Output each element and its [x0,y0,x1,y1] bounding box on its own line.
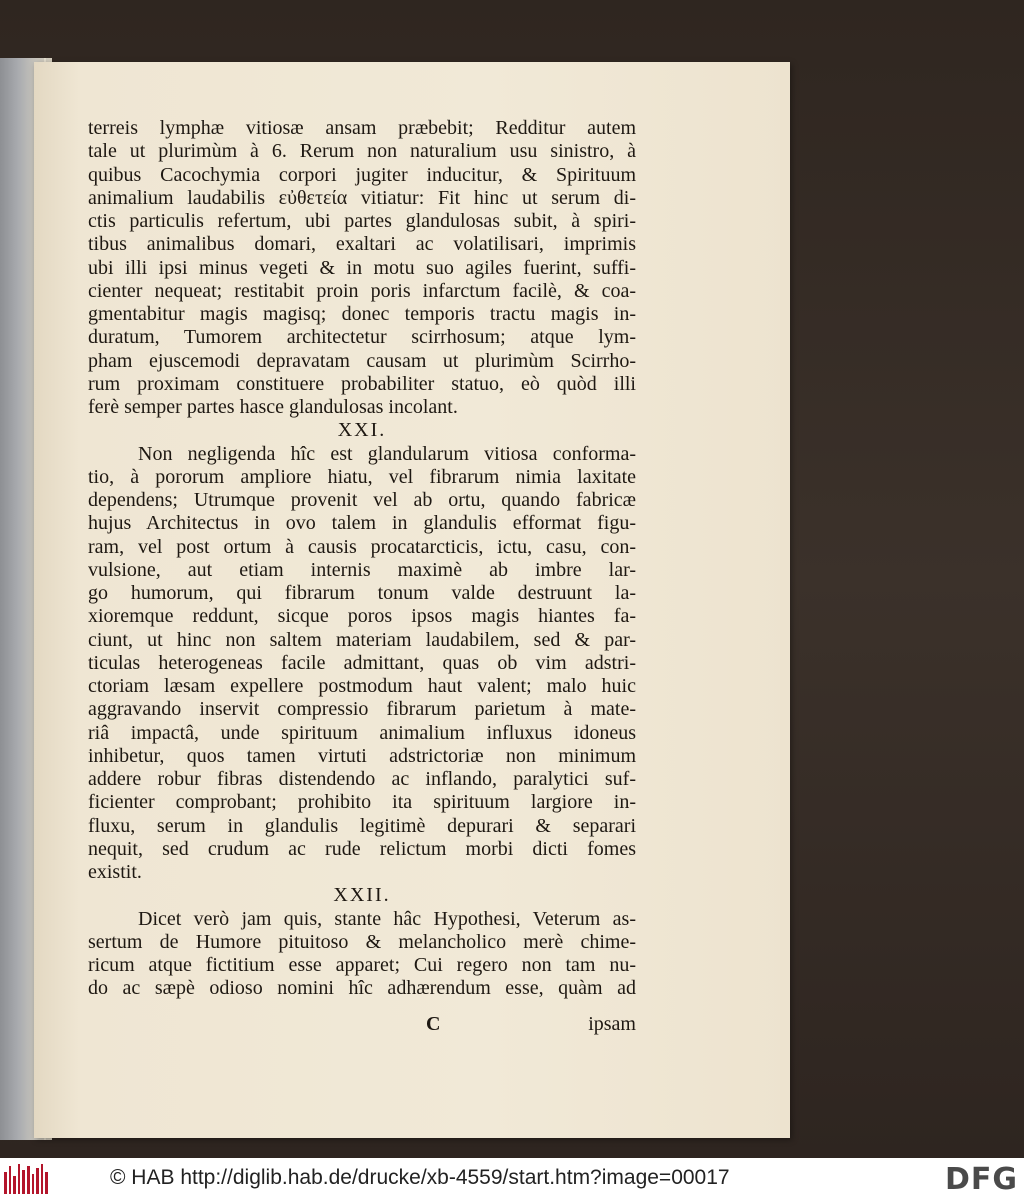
text-line: ticulas heterogeneas facile admittant, quas ob vim adstri- [88,651,636,674]
text-line: ctis particulis refertum, ubi partes glandulosas subit, à spiri- [88,210,636,232]
text-line: ram, vel post ortum à causis procatarcticis, ictu, casu, con- [88,535,636,558]
text-line: gmentabitur magis magisq; donec temporis tractu magis in- [88,303,636,325]
page-text [88,117,636,1001]
hab-barcode-logo [4,1164,48,1194]
text-line: tibus animalibus domari, exaltari ac volatilisari, imprimis [88,233,636,256]
text-line: animalium laudabilis εὐθετεία vitiatur: Fit hinc ut serum di- [88,186,636,209]
text-line: terreis lymphæ vitiosæ ansam præbebit; Redditur autem [88,117,636,139]
text-line: ficienter comprobant; prohibito ita spirituum largiore in- [88,791,636,814]
paragraph-xxi [88,443,636,885]
text-line: tio, à pororum ampliore hiatu, vel fibrarum nimia laxitate [88,465,636,488]
section-heading-xxi: XXI. [337,419,387,442]
text-line: riâ impactâ, unde spirituum animalium influxus idoneus [88,721,636,744]
viewer-footer [0,1158,1024,1200]
page-bottom-line [88,1013,636,1036]
text-line: fluxu, serum in glandulis legitimè depurari & separari [88,814,636,837]
text-line: hujus Architectus in ovo talem in glandulis efformat figu- [88,512,636,535]
text-line: xioremque reddunt, sicque poros ipsos magis hiantes fa- [88,605,636,628]
text-line: Dicet verò jam quis, stante hâc Hypothesi, Veterum as- [138,907,636,930]
text-line: cienter nequeat; restitabit proin poris infarctum facilè, & coa- [88,279,636,302]
paragraph-xxii [88,908,636,1001]
copyright-link[interactable]: © HAB http://diglib.hab.de/drucke/xb-4559/start.htm?image=00017 [110,1166,730,1189]
text-line: ferè semper partes hasce glandulosas incolant. [88,396,458,418]
text-line: aggravando inservit compressio fibrarum parietum à mate- [88,698,636,721]
text-line: addere robur fibras distendendo ac inflando, paralytici suf- [88,768,636,790]
catchword: ipsam [588,1013,636,1035]
text-line: go humorum, qui fibrarum tonum valde destruunt la- [88,582,636,604]
text-line: pham ejuscemodi depravatam causam ut plurimùm Scirrho- [88,349,636,372]
text-line: ctoriam læsam expellere postmodum haut valent; malo huic [88,675,636,697]
text-line: nequit, sed crudum ac rude relictum morbi dicti fomes [88,837,636,860]
text-line: existit. [88,861,142,883]
text-line: do ac sæpè odioso nomini hîc adhærendum esse, quàm ad [88,977,636,1000]
text-line: rum proximam constituere probabiliter statuo, eò quòd illi [88,372,636,395]
text-line: ricum atque fictitium esse apparet; Cui regero non tam nu- [88,954,636,976]
text-line: ubi illi ipsi minus vegeti & in motu suo agiles fuerint, suffi- [88,256,636,279]
section-heading-xxii: XXII. [333,884,391,907]
text-line: quibus Cacochymia corpori jugiter inducitur, & Spirituum [88,163,636,186]
paragraph-top [88,117,636,419]
text-line: ciunt, ut hinc non saltem materiam laudabilem, sed & par- [88,628,636,651]
signature-mark: C [426,1013,441,1035]
text-line: vulsione, aut etiam internis maximè ab imbre lar- [88,558,636,581]
text-line: tale ut plurimùm à 6. Rerum non naturalium usu sinistro, à [88,140,636,163]
text-line: Non negligenda hîc est glandularum vitiosa conforma- [138,442,636,465]
dfg-logo: DFG [944,1162,1018,1197]
text-line: sertum de Humore pituitoso & melancholico merè chime- [88,930,636,953]
text-line: duratum, Tumorem architectetur scirrhosum; atque lym- [88,326,636,349]
text-line: dependens; Utrumque provenit vel ab ortu, quando fabricæ [88,489,636,511]
text-line: inhibetur, quos tamen virtuti adstrictoriæ non minimum [88,744,636,767]
